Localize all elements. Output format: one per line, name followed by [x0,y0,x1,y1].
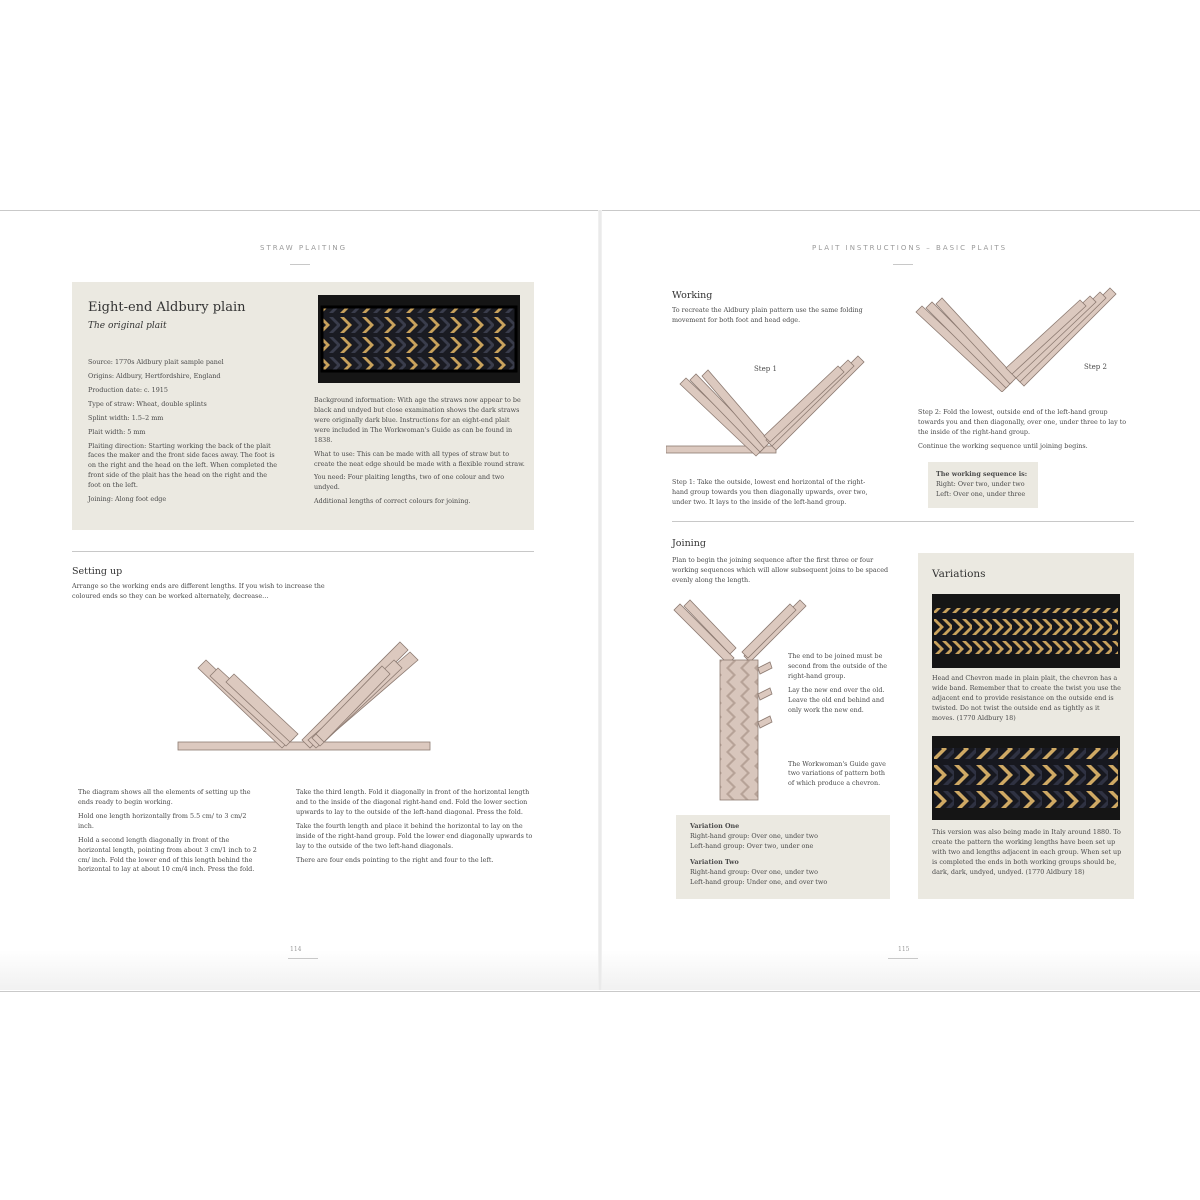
setup-para: Take the fourth length and place it behind the horizontal to lay on the inside of the right-hand group. Fold the lower end diagonally upwards to lay to the outside of the two left-hand diagonals. [296,821,533,850]
note-what-to-use: What to use: This can be made with all types of straw but to create the neat edge should be made with a flexible round straw. [314,449,525,468]
plait-image [932,736,1120,820]
variation-caption-2: This version was also being made in Italy around 1880. To create the pattern the working lengths have been set up with two and lengths adjacent in each group. When set up is completed the ends in both working groups should be, dark, dark, undyed, undyed. (1770 Aldbury 18) [932,828,1122,876]
step2-text: Step 2: Fold the lowest, outside end of the left-hand group towards you and then diagonally, over one, under three to lay to the inside of the right-hand group. [918,408,1127,436]
variations-heading: Variations [932,568,986,580]
working-heading: Working [672,290,713,301]
note-additional: Additional lengths of correct colours for joining. [314,497,471,506]
setting-up-heading: Setting up [72,566,123,577]
variation-line: Right-hand group: Over one, under two [690,831,818,840]
joining-note: The end to be joined must be second from the outside of the right-hand group. [788,652,888,680]
setting-up-intro: Arrange so the working ends are different lengths. If you wish to increase the coloured ends so they can be worked alternately, decrease… [72,582,325,600]
variation-line: Left-hand group: Over two, under one [690,841,814,850]
step2-diagram [912,282,1124,392]
running-head-rule [893,264,913,265]
folio-rule [288,958,318,959]
setup-para: Take the third length. Fold it diagonally in front of the horizontal length and to the inside of the diagonal right-hand end. Fold the lower section upwards to lay to the outside of the left-hand diagonal. Press the fold. [296,788,530,816]
running-head-rule [290,264,310,265]
folio-rule [888,958,918,959]
left-running-head: STRAW PLAITING [260,244,347,252]
book-gutter [598,210,602,990]
feature-subtitle: The original plait [88,321,167,331]
chevron-plait-photo [932,594,1120,668]
setting-up-col1 [78,788,264,879]
joining-note: Lay the new end over the old. Leave the old end behind and only work the new end. [788,685,885,714]
variation-one-title: Variation One [690,822,740,830]
joining-intro: Plan to begin the joining sequence after the first three or four working sequences which will allow subsequent joins to be spaced evenly along the length. [672,556,889,584]
step1-text: Step 1: Take the outside, lowest end horizontal of the right-hand group towards you then diagonally upwards, over two, under two. It lays to the inside of the left-hand group. [672,478,868,506]
setup-para: Hold one length horizontally from 5.5 cm/ to 3 cm/2 inch. [78,811,247,830]
feature-title: Eight-end Aldbury plain [88,300,246,315]
plait-image [932,594,1120,668]
variation-line: Right-hand group: Over one, under two [690,867,818,876]
section-divider [672,521,1134,522]
setting-up-col2 [296,788,534,869]
variation-two-title: Variation Two [690,857,739,866]
continue-text: Continue the working sequence until joining begins. [918,441,1088,450]
setup-para: The diagram shows all the elements of setting up the ends ready to begin working. [78,788,251,806]
meta-splint: Splint width: 1.5–2 mm [88,413,164,422]
feature-notes [314,396,526,511]
joining-note: The Workwoman's Guide gave two variations of pattern both of which produce a chevron. [788,759,886,788]
left-folio: 114 [290,946,302,953]
meta-direction: Plaiting direction: Starting working the back of the plait faces the maker and the front side faces away. The foot is on the right and the head on the left. When completed the front side of the plait has the head on the right and the foot on the left. [88,441,278,490]
twist-plait-photo [932,736,1120,820]
setup-para: Hold a second length diagonally in front of the horizontal length, pointing from about 3 cm/1 inch to 2 cm/ inch. Fold the lower end of this length behind the horizontal to lay at about 10 cm/4 inch. Press the fold. [78,835,257,874]
sequence-text [936,470,1036,500]
meta-origins: Origins: Aldbury, Hertfordshire, England [88,371,221,380]
working-intro: To recreate the Aldbury plain pattern use the same folding movement for both foot and head edge. [672,306,863,324]
step2-label: Step 2 [1084,363,1107,371]
sequence-line: Right: Over two, under two [936,479,1025,488]
right-folio: 115 [898,946,910,953]
note-you-need: You need: Four plaiting lengths, two of one colour and two undyed. [314,473,505,492]
step2-block [918,408,1128,456]
meta-joining: Joining: Along foot edge [88,495,167,504]
sequence-title: The working sequence is: [936,470,1028,478]
joining-side-notes [788,652,892,793]
aldbury-plait-photo [318,295,520,383]
plait-image [318,295,520,383]
setting-up-diagram [170,630,440,760]
feature-meta [88,358,278,509]
step1-label: Step 1 [754,365,777,373]
meta-straw: Type of straw: Wheat, double splints [88,399,207,408]
variation-line: Left-hand group: Under one, and over two [690,877,828,886]
right-running-head: PLAIT INSTRUCTIONS – BASIC PLAITS [812,244,1008,252]
meta-date: Production date: c. 1915 [88,385,168,394]
sequence-line: Left: Over one, under three [936,489,1026,498]
meta-plait-width: Plait width: 5 mm [88,427,146,436]
joining-heading: Joining [672,538,706,549]
variation-caption-1: Head and Chevron made in plain plait, the chevron has a wide band. Remember that to create the twist you use the adjacent end to provide resistance on the outside end is twisted. Do not twist the outside end as tightly as it moves. (1770 Aldbury 18) [932,674,1121,722]
section-divider [72,551,534,552]
setup-para: There are four ends pointing to the right and four to the left. [296,855,494,864]
variation-pattern-text [690,822,884,888]
feature-title-block [88,300,246,331]
note-background: Background information: With age the straws now appear to be black and undyed but close examination shows the dark straws were originally dark blue. Instructions for an eight-end plait were included in The Workwoman's Guide as can be found in 1838. [314,396,521,444]
meta-source: Source: 1770s Aldbury plait sample panel [88,358,224,366]
